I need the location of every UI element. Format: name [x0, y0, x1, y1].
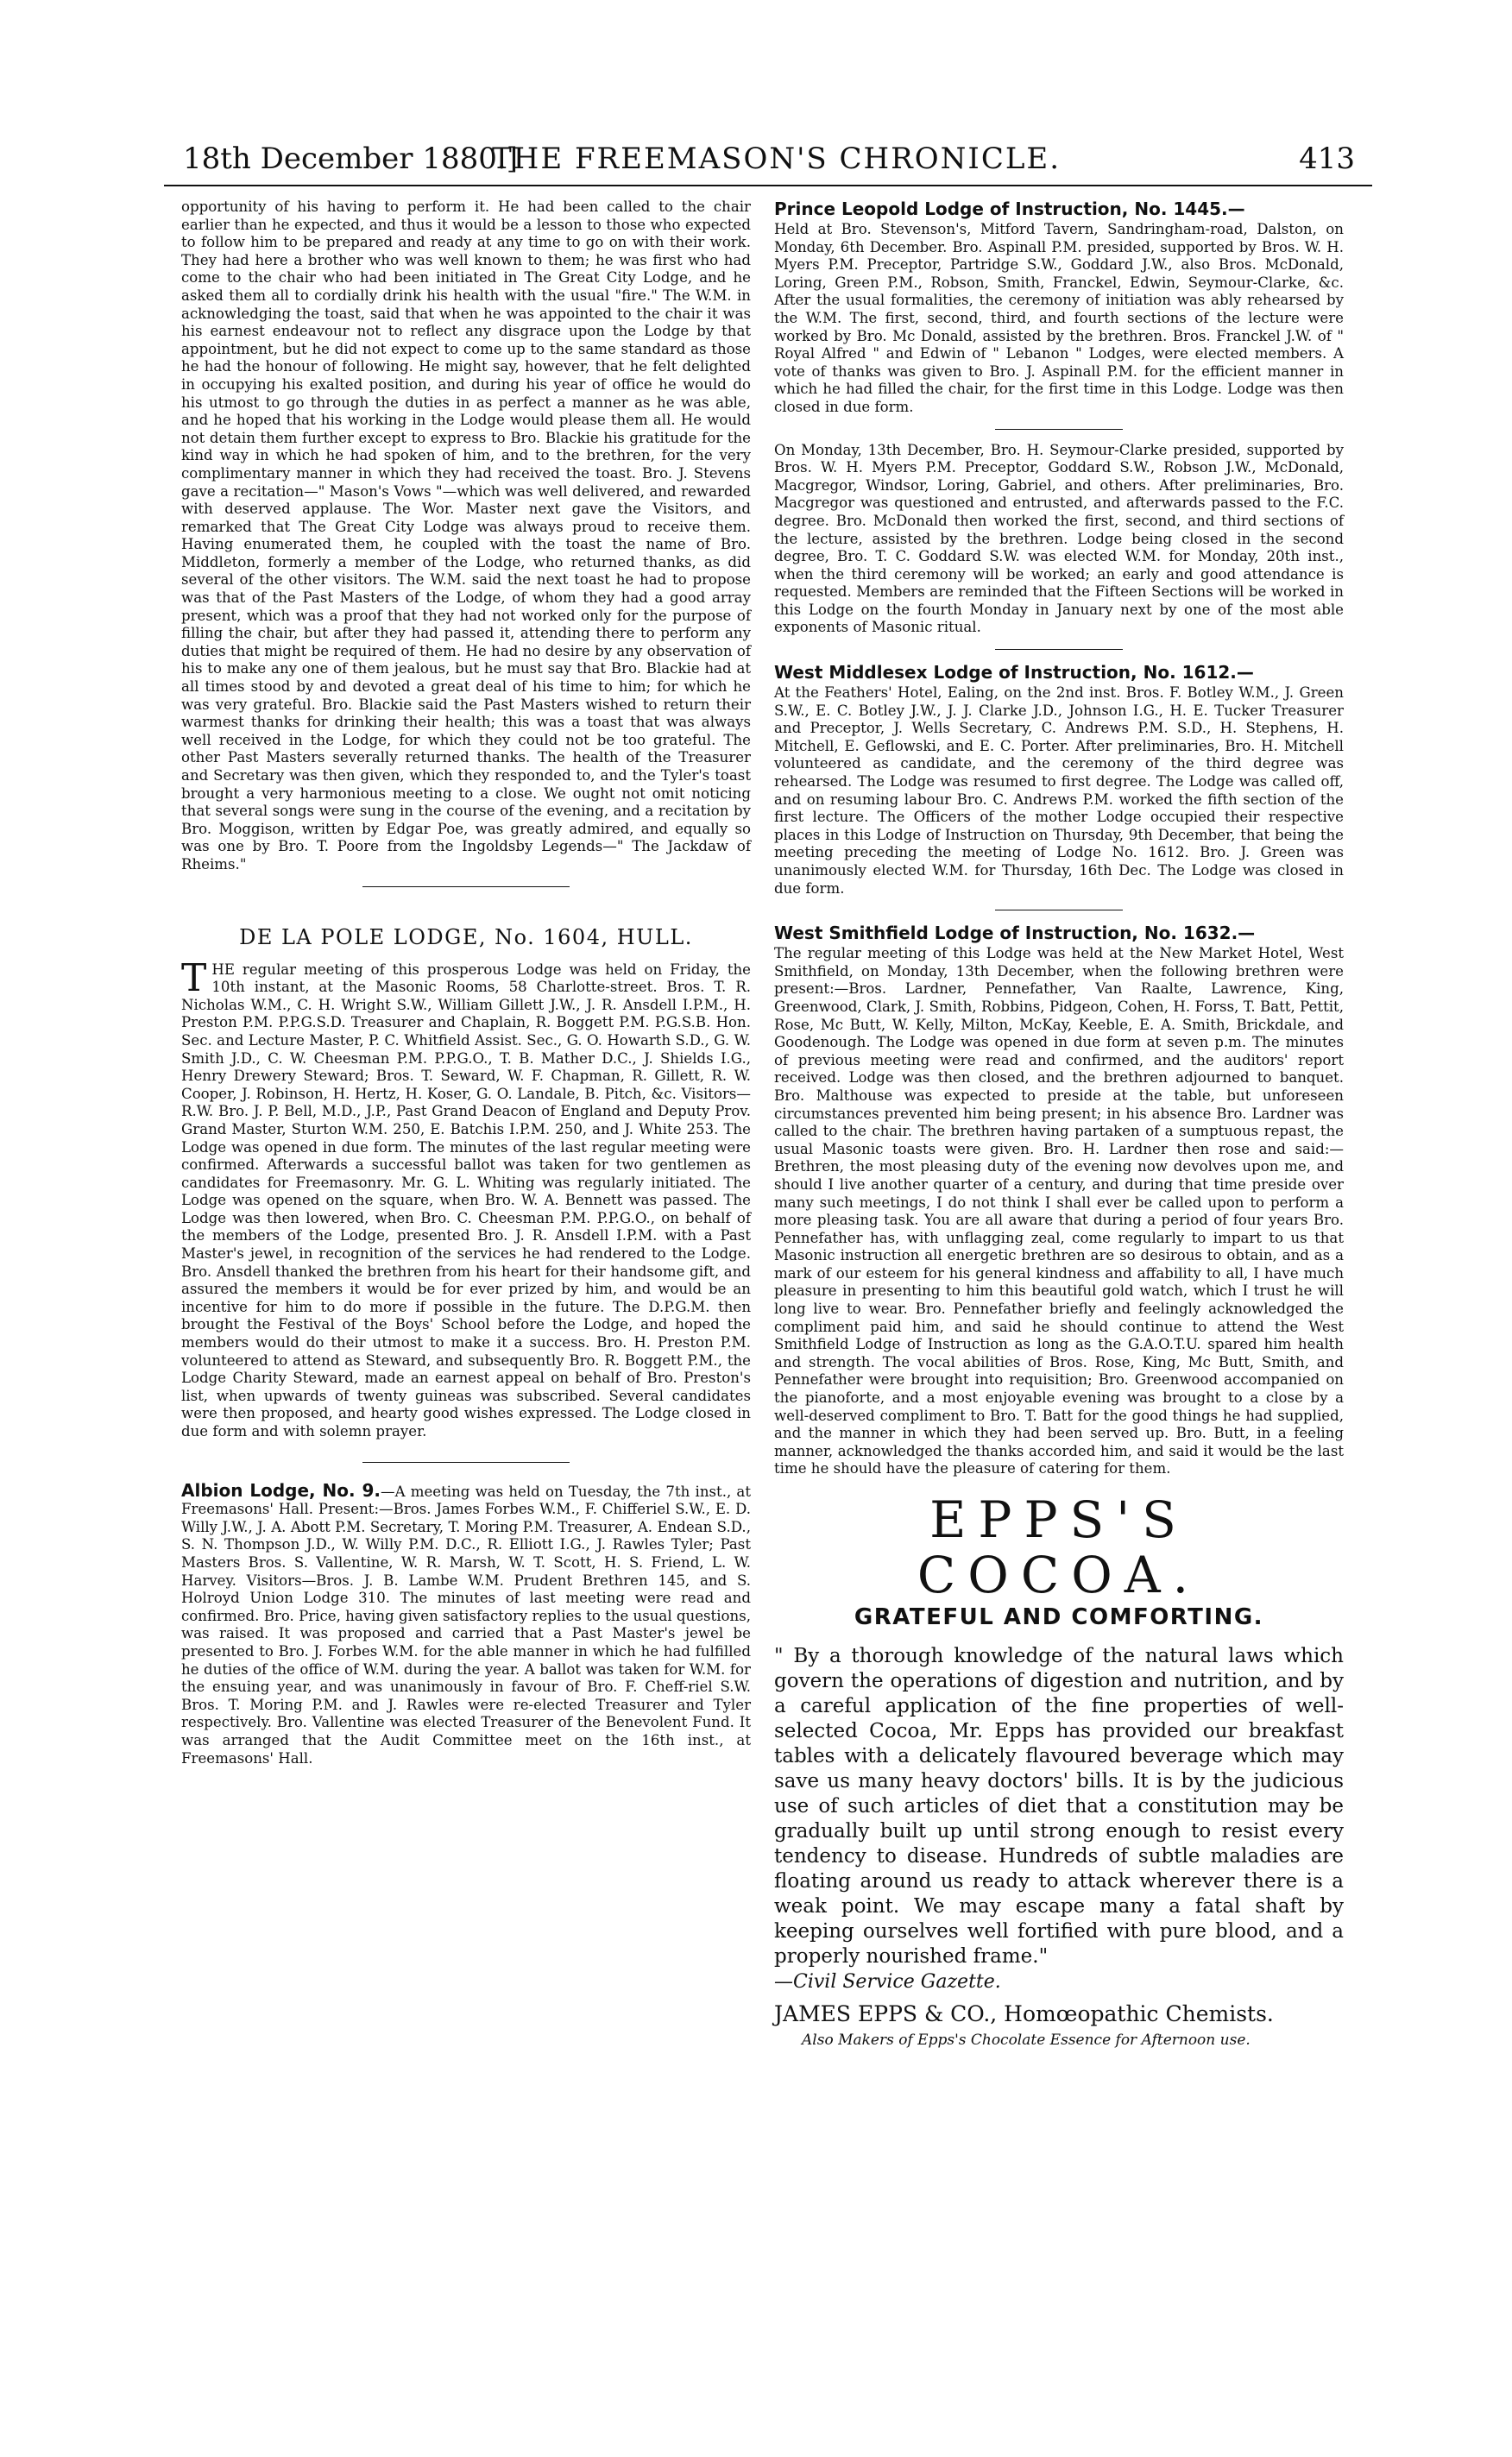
header-date: 18th December 1880.]	[183, 142, 518, 176]
albion-title: Albion Lodge, No. 9.	[181, 1479, 381, 1501]
advert-company: JAMES EPPS & CO., Homœopathic Chemists.	[774, 2001, 1274, 2026]
section-divider	[362, 1462, 570, 1463]
de-la-pole-heading: DE LA POLE LODGE, No. 1604, HULL.	[239, 924, 693, 949]
advert-subtitle: GRATEFUL AND COMFORTING.	[854, 1604, 1264, 1630]
section-divider	[995, 429, 1123, 430]
great-city-continuation: opportunity of his having to perform it. He had been called to the chair earlier than he expected, and thus it would be a lesson to those who expected to follow him to be prepared and ready at any time to go on with their work. They had here a brother who was well known to them; he was first who had come to the chair who had been initiated in The Great City Lodge, and he asked them all to cordially drink his health with the usual "fire." The W.M. in acknowledging the toast, said that when he was appointed to the chair it was his earnest endeavour not to reflect any disgrace upon the Lodge by that appointment, but he did not expect to come up to the same standard as those he had the honour of following. He might say, however, that he felt delighted in occupying his exalted position, and during his year of office he would do his utmost to go through the duties in as perfect a manner as he was able, and he hoped that his working in the Lodge would please them all. He would not detain them further except to express to Bro. Blackie his gratitude for the kind way in which he had spoken of him, and to the brethren, for the very complimentary manner in which they had received the toast. Bro. J. Stevens gave a recitation—" Mason's Vows "—which was well delivered, and rewarded with deserved applause. The Wor. Master next gave the Visitors, and remarked that The Great City Lodge was always proud to receive them. Having enumerated them, he coupled with the toast the name of Bro. Middleton, formerly a member of the Lodge, who returned thanks, as did several of the other visitors. The W.M. said the next toast he had to propose was that of the Past Masters of the Lodge, of whom they had a good array present, which was a proof that they had not worked only for the purpose of filling the chair, but after they had passed it, attending there to perform any duties that might be required of them. He had no desire by any observation of his to make any one of them jealous, but he must say that Bro. Blackie had at all times stood by and devoted a great deal of his time to him; for which he was very grateful. Bro. Blackie said the Past Masters wished to return their warmest thanks for drinking their health; this was a toast that was always well received in the Lodge, for which they could not be too grateful. The other Past Masters severally returned thanks. The health of the Treasurer and Secretary was then given, which they responded to, and the Tyler's toast brought a very harmonious meeting to a close. We ought not omit noticing that several songs were sung in the course of the evening, and a recitation by Bro. Moggison, written by Edgar Poe, was greatly admired, and equally so was one by Bro. T. Poore from the Ingoldsby Legends—" The Jackdaw of Rheims."	[181, 198, 751, 873]
section-divider	[362, 886, 570, 887]
west-smithfield-report: The regular meeting of this Lodge was held at the New Market Hotel, West Smithfield, on Monday, 13th December, when the following brethren were present:—Bros. Lardner, Pennefather, Van Raalte, Lawrence, King, Greenwood, Clark, J. Smith, Robbins, Pidgeon, Cohen, H. Forss, T. Batt, Pettit, Rose, Mc Butt, W. Kelly, Milton, McKay, Keeble, E. A. Smith, Brickdale, and Goodenough. The Lodge was opened in due form at seven p.m. The minutes of previous meeting were read and confirmed, and the auditors' report received. Lodge was then closed, and the brethren adjourned to banquet. Bro. Malthouse was expected to preside at the table, but unforeseen circumstances prevented him being present; in his absence Bro. Lardner was called to the chair. The brethren having partaken of a sumptuous repast, the usual Masonic toasts were given. Bro. H. Lardner then rose and said:—Brethren, the most pleasing duty of the evening now devolves upon me, and should I live another quarter of a century, and during that time preside over many such meetings, I do not think I shall ever be called upon to perform a more pleasing task. You are all aware that during a period of four years Bro. Pennefather has, with unflagging zeal, come regularly to impart to us that Masonic instruction all energetic brethren are so desirous to obtain, and as a mark of our esteem for his general kindness and affability to all, I have much pleasure in presenting to him this beautiful gold watch, which I trust he will long live to wear. Bro. Pennefather briefly and feelingly acknowledged the compliment paid him, and said he should continue to attend the West Smithfield Lodge of Instruction as long as the G.A.O.T.U. spared him health and strength. The vocal abilities of Bros. Rose, King, Mc Butt, Smith, and Pennefather were brought into requisition; Bro. Greenwood accompanied on the pianoforte, and a most enjoyable evening was brought to a close by a well-deserved compliment to Bro. T. Batt for the good things he had supplied, and the manner in which they had been served up. Bro. Butt, in a feeling manner, acknowledged the thanks accorded him, and said it would be the last time he should have the pleasure of catering for them.	[774, 945, 1344, 1477]
header-title: THE FREEMASON'S CHRONICLE.	[492, 142, 1062, 176]
prince-leopold-report: Held at Bro. Stevenson's, Mitford Tavern, Sandringham-road, Dalston, on Monday, 6th December. Bro. Aspinall P.M. presided, supported by Bros. W. H. Myers P.M. Preceptor, Partridge S.W., Goddard J.W., also Bros. McDonald, Loring, Green P.M., Robson, Smith, Franckel, Edwin, Seymour-Clarke, &c. After the usual formalities, the ceremony of initiation was ably rehearsed by the W.M. The first, second, third, and fourth sections of the lecture were worked by Bro. Mc Donald, assisted by the brethren. Bros. Franckel J.W. of " Royal Alfred " and Edwin of " Lebanon " Lodges, were elected members. A vote of thanks was given to Bro. J. Aspinall P.M. for the efficient manner in which he had filled the chair, for the first time in this Lodge. Lodge was then closed in due form.	[774, 221, 1344, 415]
west-middlesex-report: At the Feathers' Hotel, Ealing, on the 2nd inst. Bros. F. Botley W.M., J. Green S.W., E. C. Botley J.W., J. J. Clarke J.D., Johnson I.G., H. E. Tucker Treasurer and Preceptor, J. Wells Secretary, C. Andrews P.M. S.D., H. Stephens, H. Mitchell, E. Geflowski, and E. C. Porter. After preliminaries, Bro. H. Mitchell volunteered as candidate, and the ceremony of the third degree was rehearsed. The Lodge was resumed to first degree. The Lodge was called off, and on resuming labour Bro. C. Andrews P.M. worked the fifth section of the first lecture. The Officers of the mother Lodge occupied their respective places in this Lodge of Instruction on Thursday, 9th December, that being the meeting preceding the meeting of Lodge No. 1612. Bro. J. Green was unanimously elected W.M. for Thursday, 16th Dec. The Lodge was closed in due form.	[774, 684, 1344, 897]
advert-note: Also Makers of Epps's Chocolate Essence for Afternoon use.	[802, 2032, 1251, 2049]
page-header	[164, 136, 1372, 186]
de-la-pole-report: THE regular meeting of this prosperous Lodge was held on Friday, the 10th instant, at the Masonic Rooms, 58 Charlotte-street. Bros. T. R. Nicholas W.M., C. H. Wright S.W., William Gillett J.W., J. R. Ansdell I.P.M., H. Preston P.M. P.P.G.S.D. Treasurer and Chaplain, R. Boggett P.M. P.G.S.B. Hon. Sec. and Lecture Master, P. C. Whitfield Assist. Sec., G. O. Howarth S.D., G. W. Smith J.D., C. W. Cheesman P.M. P.P.G.O., T. B. Mather D.C., J. Shields I.G., Henry Drewery Steward; Bros. T. Seward, W. F. Chapman, R. Gillett, R. W. Cooper, J. Robinson, H. Hertz, H. Koser, G. O. Landale, B. Pitch, &c. Visitors—R.W. Bro. J. P. Bell, M.D., J.P., Past Grand Deacon of England and Deputy Prov. Grand Master, Sturton W.M. 250, E. Batchis I.P.M. 250, and J. White 253. The Lodge was opened in due form. The minutes of the last regular meeting were confirmed. Afterwards a successful ballot was taken for two gentlemen as candidates for Freemasonry. Mr. G. L. Whiting was regularly initiated. The Lodge was opened on the square, when Bro. W. A. Bennett was passed. The Lodge was then lowered, when Bro. C. Cheesman P.M. P.P.G.O., on behalf of the members of the Lodge, presented Bro. J. R. Ansdell I.P.M. with a Past Master's jewel, in recognition of the services he had rendered to the Lodge. Bro. Ansdell thanked the brethren from his heart for their handsome gift, and assured the members it would be for ever prized by him, and would be an incentive for him to do more if possible in the future. The D.P.G.M. then brought the Festival of the Boys' School before the Lodge, and hoped the members would do their utmost to make it a success. Bro. H. Preston P.M. volunteered to attend as Steward, and subsequently Bro. R. Boggett P.M., the Lodge Charity Steward, made an earnest appeal on behalf of Bro. Preston's list, when upwards of twenty guineas was subscribed. Several candidates were then proposed, and hearty good wishes expressed. The Lodge closed in due form and with solemn prayer.	[181, 955, 751, 1440]
advert-title: EPPS'S COCOA.	[917, 1490, 1201, 1604]
advert-body: " By a thorough knowledge of the natural laws which govern the operations of digestion and nutrition, and by a careful application of the fine properties of well-selected Cocoa, Mr. Epps has provided our breakfast tables with a delicately flavoured beverage which may save us many heavy doctors' bills. It is by the judicious use of such articles of diet that a constitution may be gradually built up until strong enough to resist every tendency to disease. Hundreds of subtle maladies are floating around us ready to attack wherever there is a weak point. We may escape many a fatal shaft by keeping ourselves well fortified with pure blood, and a properly nourished frame."	[774, 1645, 1344, 1968]
left-column	[181, 198, 751, 1767]
page-number: 413	[1299, 142, 1355, 176]
prince-leopold-report-2: On Monday, 13th December, Bro. H. Seymour-Clarke presided, supported by Bros. W. H. Myers P.M. Preceptor, Goddard S.W., Robson J.W., McDonald, Macgregor, Windsor, Loring, Gabriel, and others. After preliminaries, Bro. Macgregor was questioned and entrusted, and afterwards passed to the F.C. degree. Bro. McDonald then worked the first, second, and third sections of the lecture, assisted by the brethren. Lodge being closed in the second degree, Bro. T. C. Goddard S.W. was elected W.M. for Monday, 20th inst., when the third ceremony will be worked; an early and good attendance is requested. Members are reminded that the Fifteen Sections will be worked in this Lodge on the fourth Monday in January next by one of the most able exponents of Masonic ritual.	[774, 441, 1344, 636]
right-column	[774, 198, 1344, 2049]
section-divider	[995, 649, 1123, 650]
west-middlesex-title: West Middlesex Lodge of Instruction, No. 1612.—	[774, 662, 1254, 684]
albion-report	[181, 1479, 751, 1768]
epps-cocoa-advert	[774, 1492, 1344, 2049]
advert-source: —Civil Service Gazette.	[774, 1971, 1001, 1993]
prince-leopold-title: Prince Leopold Lodge of Instruction, No. 1445.—	[774, 198, 1245, 219]
west-smithfield-title: West Smithfield Lodge of Instruction, No. 1632.—	[774, 923, 1256, 944]
albion-text: —A meeting was held on Tuesday, the 7th inst., at Freemasons' Hall. Present:—Bros. James Forbes W.M., F. Chifferiel S.W., E. D. Willy J.W., J. A. Abott P.M. Secretary, T. Moring P.M. Treasurer, A. Endean S.D., S. N. Thompson J.D., W. Willy P.M. D.C., R. Elliott I.G., J. Rawles Tyler; Past Masters Bros. S. Vallentine, W. R. Marsh, W. T. Scott, H. S. Friend, L. W. Harvey. Visitors—Bros. J. B. Lambe W.M. Prudent Brethren 145, and S. Holroyd Union Lodge 310. The minutes of last meeting were read and confirmed. Bro. Price, having given satisfactory replies to the usual questions, was raised. It was proposed and carried that a Past Master's jewel be presented to Bro. J. Forbes W.M. for the able manner in which he had fulfilled he duties of the office of W.M. during the year. A ballot was taken for W.M. for the ensuing year, and was unanimously in favour of Bro. F. Cheff-riel S.W. Bros. T. Moring P.M. and J. Rawles were re-elected Treasurer and Tyler respectively. Bro. Vallentine was elected Treasurer of the Benevolent Fund. It was arranged that the Audit Committee meet on the 16th inst., at Freemasons' Hall.	[181, 1483, 751, 1767]
